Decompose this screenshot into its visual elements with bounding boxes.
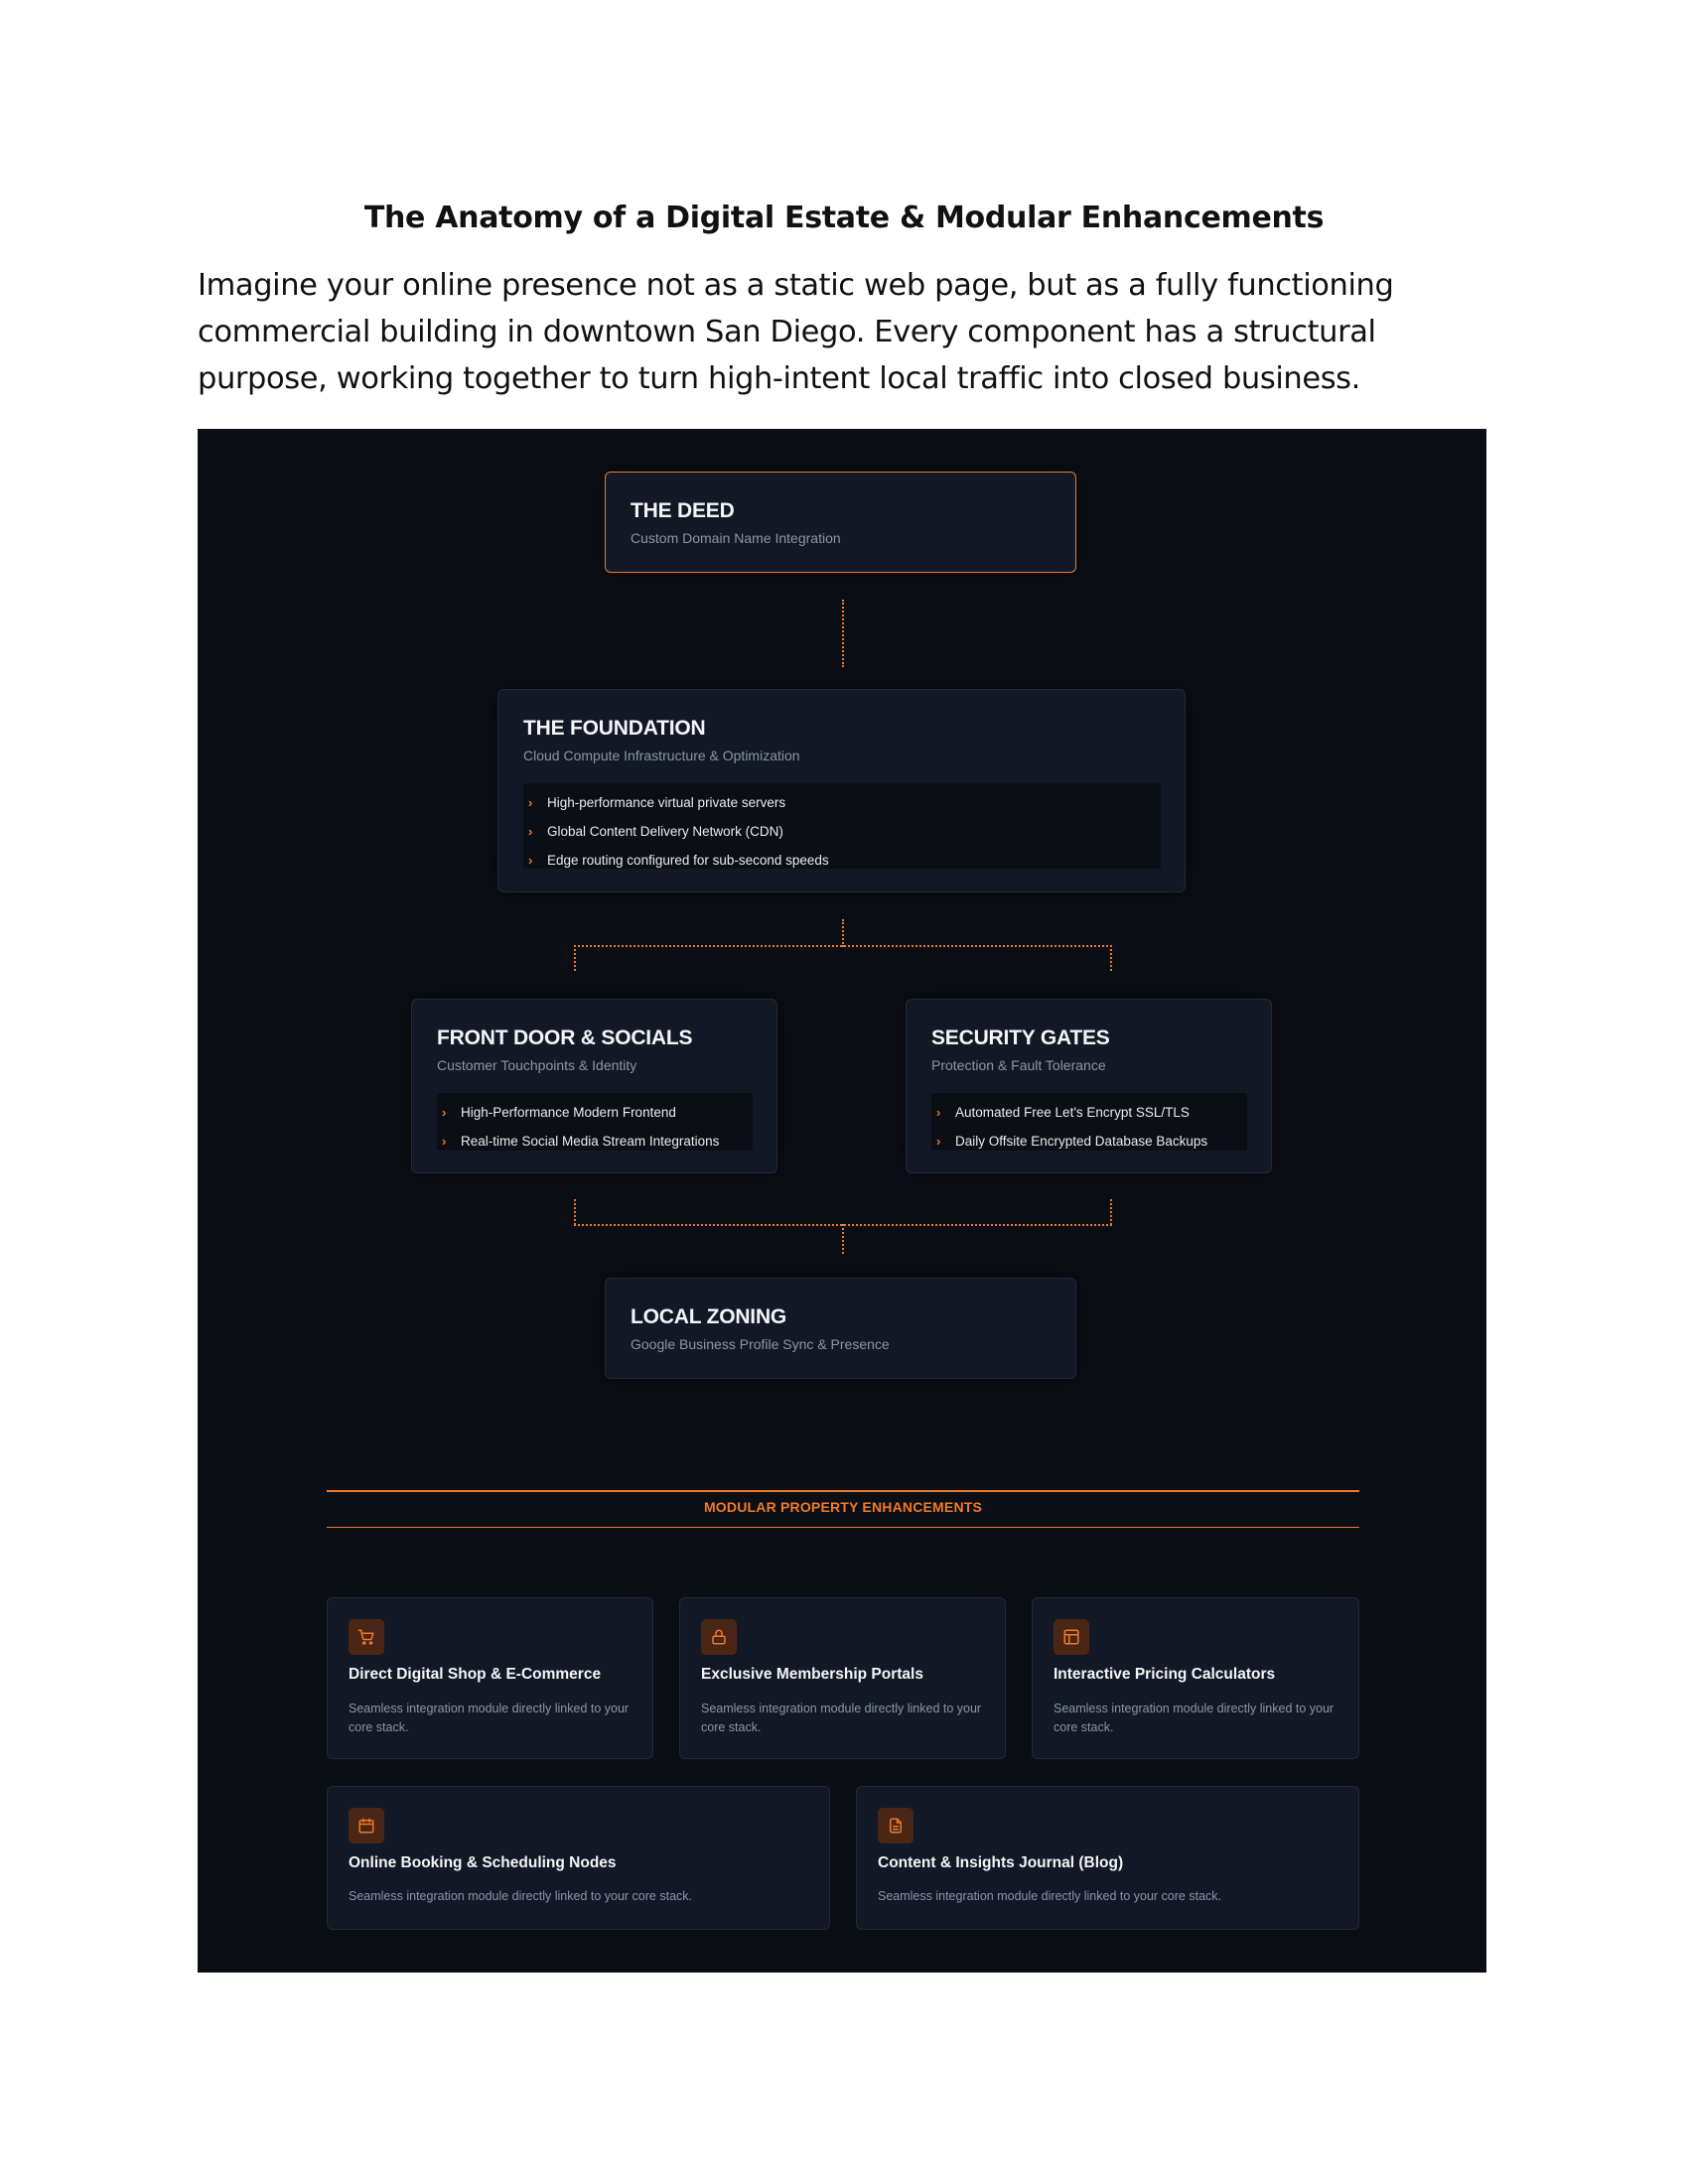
foundation-card [497,689,1186,892]
document-icon [878,1808,914,1843]
chevron-right-icon: › [442,1134,447,1149]
feature-item: › High-Performance Modern Frontend [437,1098,753,1127]
connector-merge-left [574,1199,576,1225]
lock-icon [701,1619,737,1655]
module-title: Interactive Pricing Calculators [1054,1666,1276,1683]
module-card-ecommerce [327,1597,653,1759]
module-description: Seamless integration module directly linked to your core stack. [878,1889,1221,1903]
chevron-right-icon: › [936,1134,941,1149]
chevron-right-icon: › [528,824,533,839]
feature-item: › High-performance virtual private servers [523,788,1161,817]
chevron-right-icon: › [528,795,533,810]
document-title: The Anatomy of a Digital Estate & Modular Enhancements [363,201,1325,235]
module-title: Online Booking & Scheduling Nodes [349,1854,617,1871]
cart-icon [349,1619,384,1655]
zoning-card [605,1278,1076,1379]
foundation-feature-list [523,783,1161,869]
feature-item: › Edge routing configured for sub-second speeds [523,846,1161,875]
module-description: Seamless integration module directly linked to your core stack. [349,1889,692,1903]
connector-merge-down [842,1224,844,1254]
deed-subtitle: Custom Domain Name Integration [631,530,841,546]
security-feature-list [931,1093,1247,1151]
foundation-subtitle: Cloud Compute Infrastructure & Optimization [523,748,800,763]
security-card [906,999,1272,1173]
chevron-right-icon: › [528,853,533,868]
layout-icon [1054,1619,1089,1655]
calendar-icon [349,1808,384,1843]
front-door-title: FRONT DOOR & SOCIALS [437,1026,693,1049]
feature-item: › Global Content Delivery Network (CDN) [523,817,1161,846]
front-door-feature-list [437,1093,753,1151]
document-intro: Imagine your online presence not as a static web page, but as a fully functioning commercial building in downtown San Diego. Every component has a structural purpose, working together to turn high-intent local traffic into closed business. [198,268,1394,396]
zoning-subtitle: Google Business Profile Sync & Presence [631,1336,890,1352]
chevron-right-icon: › [936,1105,941,1120]
section-rule-bottom [327,1527,1359,1528]
foundation-title: THE FOUNDATION [523,717,706,740]
module-description: Seamless integration module directly linked to your core stack. [1054,1702,1335,1734]
module-description: Seamless integration module directly linked to your core stack. [701,1702,982,1734]
module-card-pricing [1032,1597,1359,1759]
connector-split-horizontal [574,945,1112,947]
front-door-card [411,999,777,1173]
connector-merge-right [1110,1199,1112,1225]
feature-item: › Automated Free Let's Encrypt SSL/TLS [931,1098,1247,1127]
feature-item: › Real-time Social Media Stream Integrations [437,1127,753,1156]
module-card-membership [679,1597,1006,1759]
architecture-figure [198,429,1486,1973]
connector-foundation-down [842,919,844,947]
module-description: Seamless integration module directly linked to your core stack. [349,1702,630,1734]
module-title: Exclusive Membership Portals [701,1666,923,1683]
chevron-right-icon: › [442,1105,447,1120]
module-title: Content & Insights Journal (Blog) [878,1854,1124,1871]
connector-split-left [574,945,576,971]
section-rule-top [327,1490,1359,1492]
module-title: Direct Digital Shop & E-Commerce [349,1666,602,1683]
module-card-booking [327,1786,830,1930]
connector-deed-foundation [842,600,844,667]
feature-item: › Daily Offsite Encrypted Database Backups [931,1127,1247,1156]
module-card-blog [856,1786,1359,1930]
security-subtitle: Protection & Fault Tolerance [931,1057,1106,1073]
security-title: SECURITY GATES [931,1026,1110,1049]
front-door-subtitle: Customer Touchpoints & Identity [437,1057,637,1073]
connector-split-right [1110,945,1112,971]
zoning-title: LOCAL ZONING [631,1305,787,1328]
deed-card [605,472,1076,573]
enhancements-heading: MODULAR PROPERTY ENHANCEMENTS [703,1499,983,1515]
deed-title: THE DEED [631,499,735,522]
